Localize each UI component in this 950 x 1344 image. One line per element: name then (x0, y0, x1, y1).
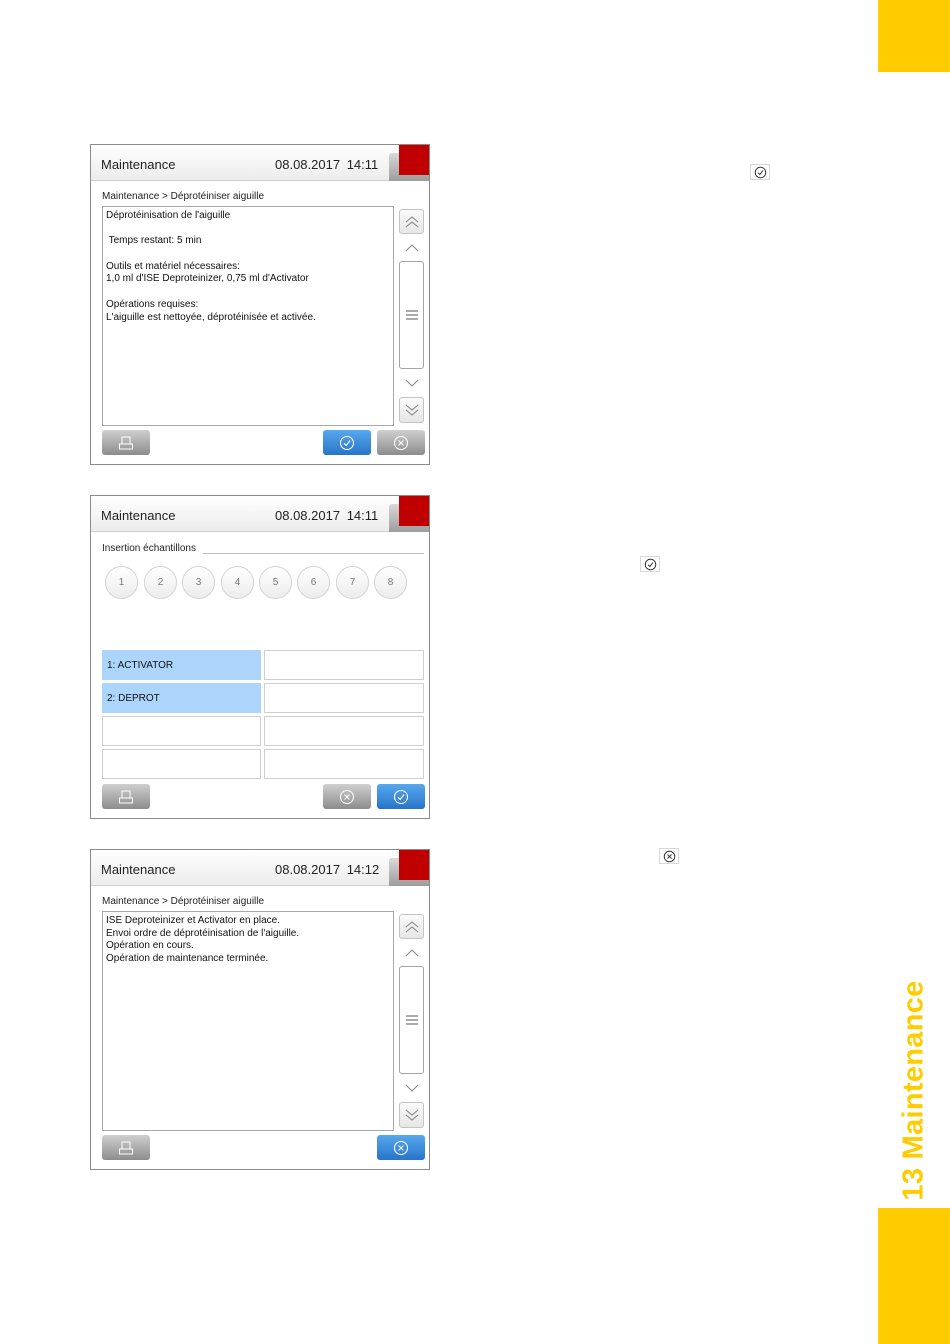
check-circle-icon (339, 435, 355, 451)
sample-cell[interactable]: 1: ACTIVATOR (102, 650, 261, 680)
screen-datetime (275, 508, 378, 523)
sample-cell[interactable]: 2: DEPROT (102, 683, 261, 713)
cancel-button[interactable] (377, 430, 425, 455)
screen-time: 14:11 (346, 508, 379, 523)
sample-position[interactable]: 7 (336, 566, 369, 599)
scroll-bottom-button[interactable] (399, 397, 424, 423)
confirm-button[interactable] (323, 430, 371, 455)
chevron-down-icon (403, 1081, 421, 1095)
screen-sample-insertion (90, 495, 430, 819)
print-button[interactable] (102, 1135, 150, 1160)
screen-header (91, 145, 429, 181)
divider (203, 553, 424, 554)
sample-cell[interactable] (264, 716, 424, 746)
chapter-title (878, 973, 950, 1208)
screen-header (91, 496, 429, 532)
grip-lines-icon (403, 308, 421, 322)
screen-date: 08.08.2017 (275, 157, 341, 172)
cancel-button[interactable] (323, 784, 371, 809)
info-line: Opération de maintenance terminée. (106, 953, 269, 965)
screen-title: Maintenance (101, 157, 176, 172)
sample-cell[interactable] (264, 683, 424, 713)
info-textbox (102, 911, 394, 1131)
scroll-up-button[interactable] (399, 940, 424, 965)
screen-maintenance-deproteinize (90, 144, 430, 465)
scroll-thumb[interactable] (399, 261, 424, 369)
screen-date: 08.08.2017 (275, 508, 341, 523)
double-chevron-down-icon (403, 403, 421, 417)
screen-datetime (275, 862, 379, 877)
info-line (106, 286, 390, 299)
check-circle-icon (750, 164, 770, 180)
print-button[interactable] (102, 784, 150, 809)
grip-lines-icon (403, 1013, 421, 1027)
alarm-indicator[interactable] (399, 145, 429, 175)
sample-cell[interactable] (102, 716, 261, 746)
screen-time: 14:12 (346, 862, 380, 877)
cancel-circle-icon (659, 848, 679, 864)
check-circle-icon (640, 556, 660, 572)
sample-position[interactable]: 2 (144, 566, 177, 599)
chevron-up-icon (403, 946, 421, 960)
chevron-up-icon (403, 241, 421, 255)
info-line: ISE Deproteinizer et Activator en place. (106, 915, 280, 926)
cancel-circle-icon (393, 435, 409, 451)
info-line: Opération en cours. (106, 940, 194, 952)
info-line: 1,0 ml d'ISE Deproteinizer, 0,75 ml d'Activator (106, 273, 309, 285)
print-icon (118, 1140, 134, 1156)
double-chevron-up-icon (403, 215, 421, 229)
screen-maintenance-complete (90, 849, 430, 1170)
check-circle-icon (393, 789, 409, 805)
screen-datetime (275, 157, 378, 172)
screen-time: 14:11 (346, 157, 379, 172)
sample-position[interactable]: 8 (374, 566, 407, 599)
scrollbar[interactable] (399, 209, 424, 423)
cancel-circle-icon (339, 789, 355, 805)
scroll-up-button[interactable] (399, 235, 424, 260)
sample-positions (105, 566, 425, 600)
info-line: Envoi ordre de déprotéinisation de l'aiguille. (106, 927, 300, 939)
chapter-title-text: 13 Maintenance (897, 980, 930, 1201)
sample-position[interactable]: 5 (259, 566, 292, 599)
scroll-bottom-button[interactable] (399, 1102, 424, 1128)
scroll-top-button[interactable] (399, 914, 424, 939)
scroll-top-button[interactable] (399, 209, 424, 234)
screen-date: 08.08.2017 (275, 862, 341, 877)
screen-header (91, 850, 429, 886)
cancel-circle-icon (393, 1140, 409, 1156)
insertion-label: Insertion échantillons (102, 543, 196, 554)
info-line (106, 248, 390, 261)
scroll-down-button[interactable] (399, 370, 424, 395)
info-line (106, 223, 390, 236)
breadcrumb: Maintenance > Déprotéiniser aiguille (102, 896, 265, 907)
alarm-indicator[interactable] (399, 496, 429, 526)
sample-position[interactable]: 6 (297, 566, 330, 599)
chapter-tab-bottom (878, 1208, 950, 1344)
scroll-down-button[interactable] (399, 1075, 424, 1100)
print-icon (118, 789, 134, 805)
info-line: Déprotéinisation de l'aiguille (106, 210, 231, 221)
scroll-thumb[interactable] (399, 966, 424, 1074)
sample-cell[interactable] (102, 749, 261, 779)
close-button[interactable] (377, 1135, 425, 1160)
double-chevron-up-icon (403, 920, 421, 934)
scrollbar[interactable] (399, 914, 424, 1128)
sample-cell[interactable] (264, 749, 424, 779)
breadcrumb: Maintenance > Déprotéiniser aiguille (102, 191, 265, 202)
double-chevron-down-icon (403, 1108, 421, 1122)
sample-position[interactable]: 1 (105, 566, 138, 599)
info-line: L'aiguille est nettoyée, déprotéinisée et activée. (106, 311, 316, 323)
alarm-indicator[interactable] (399, 850, 429, 880)
sample-position[interactable]: 4 (221, 566, 254, 599)
screen-title: Maintenance (101, 508, 176, 523)
chapter-tab-top (878, 0, 950, 72)
screen-title: Maintenance (101, 862, 176, 877)
info-line: Outils et matériel nécessaires: (106, 260, 240, 272)
info-textbox (102, 206, 394, 426)
sample-cell[interactable] (264, 650, 424, 680)
info-line: Temps restant: 5 min (106, 235, 202, 247)
info-line: Opérations requises: (106, 298, 199, 310)
sample-position[interactable]: 3 (182, 566, 215, 599)
chevron-down-icon (403, 376, 421, 390)
confirm-button[interactable] (377, 784, 425, 809)
print-icon (118, 435, 134, 451)
print-button[interactable] (102, 430, 150, 455)
